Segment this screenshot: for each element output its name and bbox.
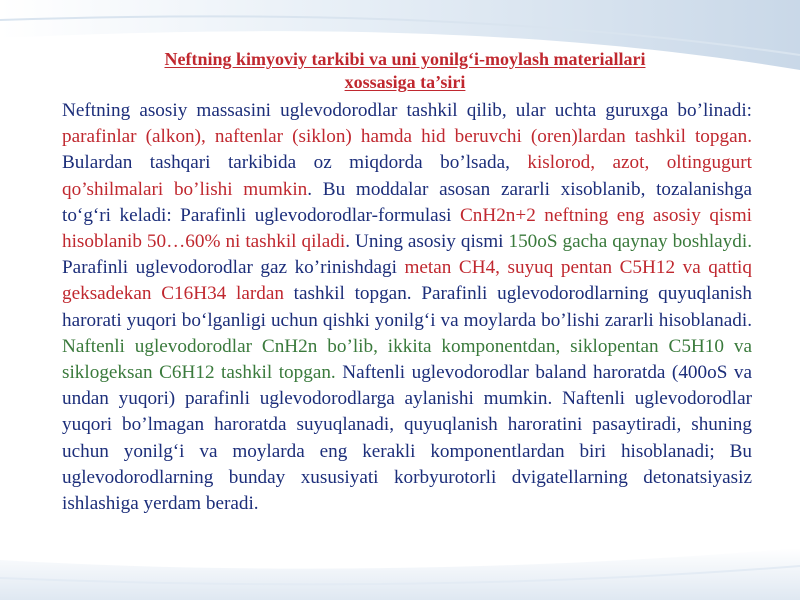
- paragraph-segment: Naftenli uglevodorodlar baland haroratda (400oS va undan yuqori) parafinli uglevodorodlarga aylanishi mumkin. Naftenli uglevodorodlar yuqori bo’lmagan haroratda suyuqlanadi, quyuqlanish haroratini pasaytiradi, shuning uchun yonilg‘i va moylarda eng kerakli komponentlardan biri hisoblanadi; Bu uglevodorodlarning bunday xususiyati korbyurotorli dvigatellarning detonatsiyasiz ishlashiga yerdam beradi.: [62, 362, 752, 515]
- paragraph-segment: 150oS gacha qaynay boshlaydi.: [508, 231, 752, 253]
- paragraph-segment: metan CH4, suyuq pentan C5H12 va qattiq geksadekan C16H34 lardan: [62, 257, 752, 305]
- paragraph-segment: Naftenli uglevodorodlar CnH2n bo’lib, ikkita komponentdan, siklopentan C5H10 va siklogeksan C6H12 tashkil topgan.: [62, 335, 752, 384]
- slide-title-line1: Neftning kimyoviy tarkibi va uni yonilg‘i-moylash materiallari: [164, 49, 646, 69]
- slide-title: [70, 48, 740, 94]
- paragraph-segment: Neftning asosiy massasini uglevodorodlar tashkil qilib, ular uchta guruxga bo’linadi:: [62, 100, 752, 121]
- body-paragraph: [62, 98, 752, 517]
- paragraph-segment: Parafinli uglevodorodlar gaz ko’rinishdagi: [62, 257, 405, 279]
- paragraph-segment: . Uning asosiy qismi: [345, 231, 509, 253]
- paragraph-segment: Bulardan tashqari tarkibida oz miqdorda bo’lsada,: [62, 152, 528, 174]
- paragraph-segment: CnH2n+2 neftning eng asosiy qismi hisoblanib 50…60% ni tashkil qiladi: [62, 204, 752, 253]
- paragraph-segment: . Bu moddalar asosan zararli xisoblanib, tozalanishga to‘g‘ri keladi: Parafinli uglevodorodlar-formulasi: [62, 178, 753, 226]
- paragraph-segment: tashkil topgan. Parafinli uglevodorodlarning quyuqlanish harorati yuqori bo‘lganligi uchun qishki yonilg‘i va moylarda bo’lishi zararli hisoblanadi.: [62, 283, 752, 331]
- paragraph-segment: kislorod, azot, oltingugurt qo’shilmalari bo’lishi mumkin: [62, 152, 752, 200]
- slide-title-line2: xossasiga ta’siri: [344, 72, 466, 92]
- paragraph-segment: parafinlar (alkon), naftenlar (siklon) hamda hid beruvchi (oren)lardan tashkil topgan.: [62, 126, 752, 148]
